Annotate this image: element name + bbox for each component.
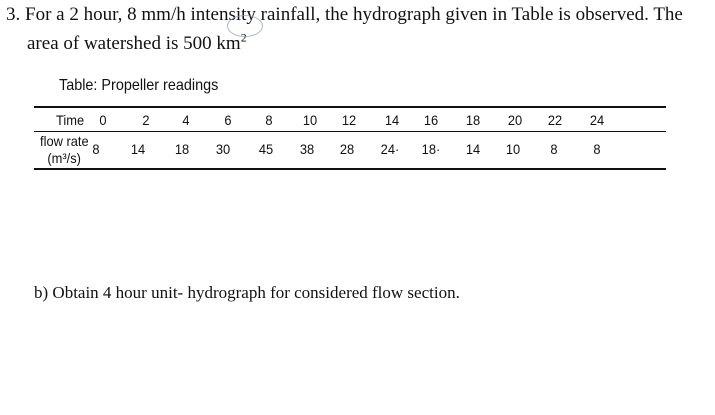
time-cell: 22: [547, 112, 563, 128]
table-flow-row: [34, 132, 666, 168]
question-part-b: b) Obtain 4 hour unit- hydrograph for considered flow section.: [34, 283, 460, 302]
flow-unit: (m³/s): [47, 150, 81, 166]
table-caption: Table: Propeller readings: [59, 77, 219, 94]
superscript: 2: [240, 30, 247, 45]
time-cell: 20: [507, 112, 523, 128]
time-label: Time: [56, 112, 85, 128]
flow-cell: 14: [130, 141, 146, 157]
table-top-rule: [34, 106, 666, 108]
time-cell: 4: [182, 112, 190, 128]
data-table: [34, 106, 666, 172]
time-cell: 10: [302, 112, 318, 128]
flow-cell: 28: [339, 141, 355, 157]
time-cell: 8: [265, 112, 273, 128]
time-cell: 18: [465, 112, 481, 128]
time-cell: 0: [99, 112, 107, 128]
table-header-row: [34, 111, 666, 132]
flow-cell: 10: [505, 141, 521, 157]
time-cell: 6: [224, 112, 232, 128]
flow-cell: 8: [593, 141, 601, 157]
question-line-2: [27, 32, 247, 56]
flow-cell: 30: [215, 141, 231, 157]
flow-cell: 38: [299, 141, 315, 157]
pen-annotation-mark: [227, 15, 263, 37]
time-cell: 24: [589, 112, 605, 128]
time-cell: 2: [142, 112, 150, 128]
question-line-2-text: area of watershed is 500 km: [27, 33, 241, 54]
flow-cell: 45: [258, 141, 274, 157]
flow-label-text: flow rate: [40, 133, 89, 149]
question-line-1: 3. For a 2 hour, 8 mm/h intensity rainfall, the hydrograph given in Table is observed. The: [6, 4, 683, 25]
time-cell: 14: [384, 112, 400, 128]
flow-cell: 18: [174, 141, 190, 157]
flow-cell: 8: [550, 141, 558, 157]
table-bottom-rule: [34, 168, 666, 170]
time-cell: 12: [341, 112, 357, 128]
flow-cell: 14: [465, 141, 481, 157]
flow-cell: 8: [92, 141, 100, 157]
time-cell: 16: [423, 112, 439, 128]
flow-cell: 18·: [421, 141, 441, 157]
flow-cell: 24·: [380, 141, 400, 157]
